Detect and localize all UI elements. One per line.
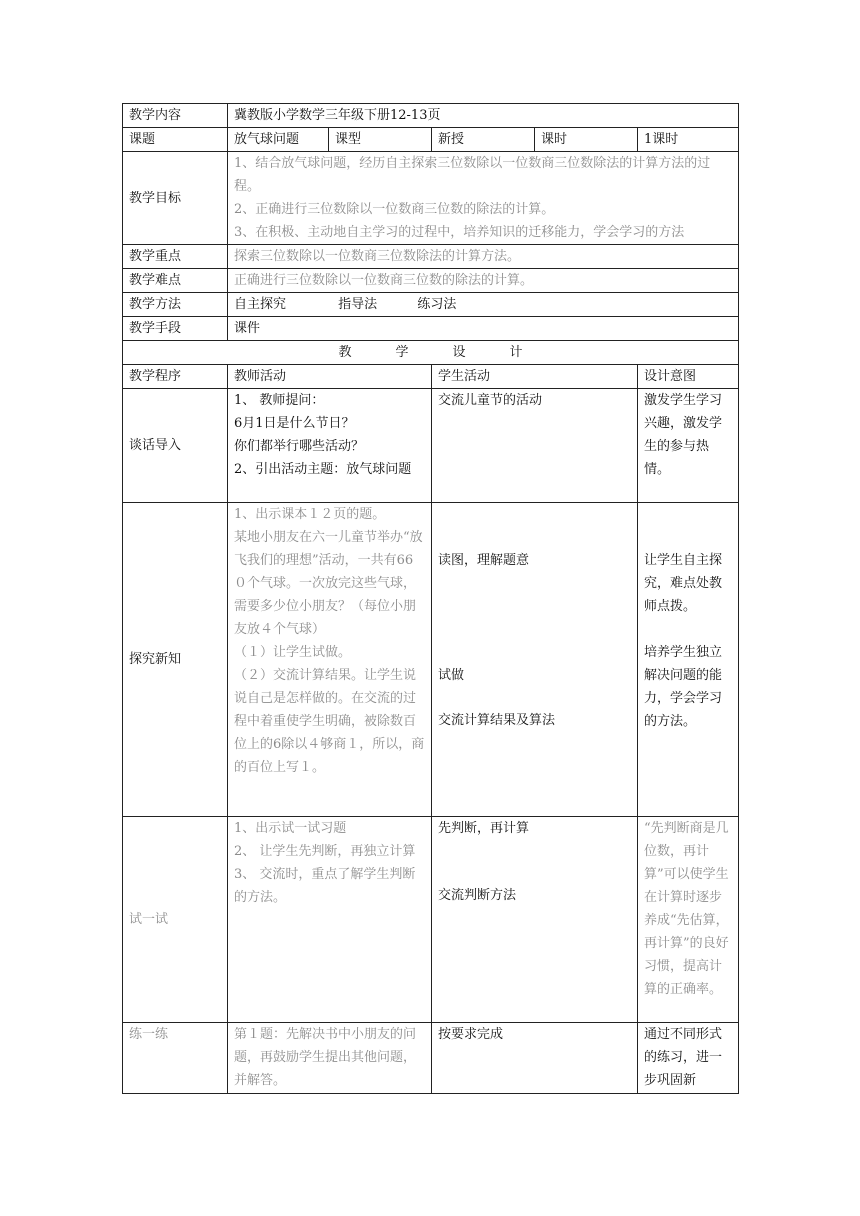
- teacher-line: 2、 让学生先判断，再独立计算: [234, 844, 416, 859]
- step-teacher-try: [228, 817, 432, 1023]
- lesson-plan-table: [122, 103, 739, 1094]
- step-name-try: 试一试: [123, 817, 228, 1023]
- step-intent-intro: 激发学生学习兴趣，激发学生的参与热情。: [638, 389, 739, 503]
- row-content: [123, 104, 739, 128]
- step-name-explore: 探究新知: [123, 503, 228, 817]
- means-value: 课件: [228, 317, 739, 341]
- topic-label: 课题: [123, 128, 228, 152]
- difficulty-label: 教学难点: [123, 269, 228, 293]
- step-row-try: [123, 817, 739, 1023]
- step-teacher-intro: [228, 389, 432, 503]
- intent-line: 培养学生独立解决问题的能力，学会学习的方法。: [644, 645, 723, 729]
- student-line: 试做: [438, 668, 465, 683]
- header-teacher: 教师活动: [228, 365, 432, 389]
- teacher-line: 3、 交流时，重点了解学生判断的方法。: [234, 867, 416, 905]
- step-name-intro: 谈话导入: [123, 389, 228, 503]
- row-key: [123, 245, 739, 269]
- method-item-3: 练习法: [417, 297, 457, 312]
- student-line: 读图，理解题意: [438, 553, 530, 568]
- step-student-try: [432, 817, 638, 1023]
- step-row-intro: [123, 389, 739, 503]
- content-value: 冀教版小学数学三年级下册12-13页: [228, 104, 739, 128]
- topic-value: 放气球问题: [228, 128, 329, 152]
- row-design-title: [123, 341, 739, 365]
- method-value: [228, 293, 739, 317]
- teacher-line: 你们都举行哪些活动？: [234, 439, 365, 454]
- goal-1: 1、结合放气球问题，经历自主探索三位数除以一位数商三位数除法的计算方法的过程。: [234, 156, 711, 194]
- key-label: 教学重点: [123, 245, 228, 269]
- teacher-line: （１）让学生试做。: [234, 645, 352, 660]
- step-row-practice: [123, 1023, 739, 1094]
- step-intent-practice: 通过不同形式的练习，进一步巩固新: [638, 1023, 739, 1094]
- row-means: [123, 317, 739, 341]
- student-line: 交流儿童节的活动: [438, 393, 543, 408]
- header-procedure: 教学程序: [123, 365, 228, 389]
- teacher-line: 1、出示课本１２页的题。: [234, 507, 386, 522]
- student-line: 交流判断方法: [438, 888, 517, 903]
- intent-line: 让学生自主探究，难点处教师点拨。: [644, 553, 723, 614]
- difficulty-value: 正确进行三位数除以一位数商三位数的除法的计算。: [228, 269, 739, 293]
- type-value: 新授: [432, 128, 535, 152]
- step-row-explore: [123, 503, 739, 817]
- row-topic: [123, 128, 739, 152]
- row-difficulty: [123, 269, 739, 293]
- step-teacher-explore: [228, 503, 432, 817]
- content-label: 教学内容: [123, 104, 228, 128]
- key-value: 探索三位数除以一位数商三位数除法的计算方法。: [228, 245, 739, 269]
- hours-label: 课时: [535, 128, 638, 152]
- design-title: [123, 341, 739, 365]
- teacher-line: 某地小朋友在六一儿童节举办“放飞我们的理想”活动，一共有66０个气球。一次放完这些气球，需要多少位小朋友？（每位小朋友放４个气球）: [234, 530, 423, 637]
- goal-3: 3、在积极、主动地自主学习的过程中，培养知识的迁移能力，学会学习的方法: [234, 225, 685, 240]
- row-method: [123, 293, 739, 317]
- goal-2: 2、正确进行三位数除以一位数商三位数的除法的计算。: [234, 202, 555, 217]
- row-headers: [123, 365, 739, 389]
- goals-label: 教学目标: [123, 152, 228, 245]
- design-title-text: 教学设计: [338, 345, 567, 360]
- step-teacher-practice: 第１题：先解决书中小朋友的问题，再鼓励学生提出其他问题，并解答。: [228, 1023, 432, 1094]
- teacher-line: 1、 教师提问：: [234, 393, 325, 408]
- means-label: 教学手段: [123, 317, 228, 341]
- type-label: 课型: [329, 128, 432, 152]
- teacher-line: 6月1日是什么节日？: [234, 416, 355, 431]
- student-line: 先判断，再计算: [438, 821, 530, 836]
- step-student-intro: [432, 389, 638, 503]
- step-student-practice: 按要求完成: [432, 1023, 638, 1094]
- row-goals: [123, 152, 739, 245]
- step-intent-explore: [638, 503, 739, 817]
- teacher-line: 1、出示试一试习题: [234, 821, 347, 836]
- step-student-explore: [432, 503, 638, 817]
- method-label: 教学方法: [123, 293, 228, 317]
- step-intent-try: “先判断商是几位数，再计算”可以使学生在计算时逐步养成“先估算，再计算”的良好习惯，提高计算的正确率。: [638, 817, 739, 1023]
- teacher-line: 2、引出活动主题：放气球问题: [234, 462, 412, 477]
- teacher-line: （２）交流计算结果。让学生说说自己是怎样做的。在交流的过程中着重使学生明确，被除数百位上的6除以４够商１，所以，商的百位上写１。: [234, 668, 425, 775]
- step-name-practice: 练一练: [123, 1023, 228, 1094]
- hours-value: 1课时: [638, 128, 739, 152]
- student-line: 交流计算结果及算法: [438, 713, 556, 728]
- header-student: 学生活动: [432, 365, 638, 389]
- method-item-1: 自主探究: [234, 297, 287, 312]
- header-intent: 设计意图: [638, 365, 739, 389]
- goals-value: [228, 152, 739, 245]
- method-item-2: 指导法: [338, 297, 378, 312]
